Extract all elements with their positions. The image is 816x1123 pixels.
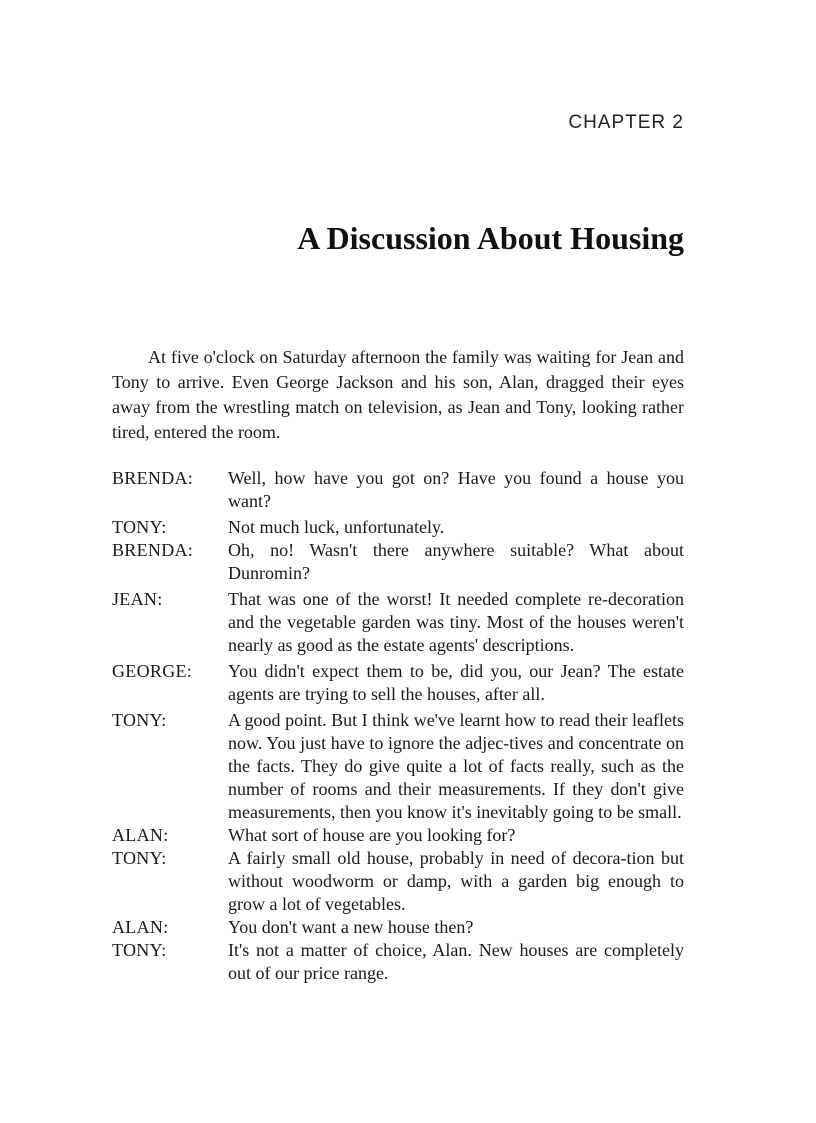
chapter-label: CHAPTER 2 (568, 112, 684, 133)
speech-text: Well, how have you got on? Have you found a house you want? (228, 468, 684, 511)
dialogue-line (112, 660, 684, 706)
speech-text: A fairly small old house, probably in need of decora-tion but without woodworm or damp, with a garden big enough to grow a lot of vegetables. (228, 848, 684, 914)
speech-text: It's not a matter of choice, Alan. New houses are completely out of our price range. (228, 940, 684, 983)
speech-text: A good point. But I think we've learnt how to read their leaflets now. You just have to ignore the adjec-tives and concentrate on the facts. They do give quite a lot of facts really, such as the number of rooms and their measurements. If they don't give measurements, then you know it's inevitably going to be small. (228, 710, 684, 822)
speaker-name: TONY: (112, 710, 167, 730)
dialogue-line (112, 939, 684, 985)
dialogue-line (112, 709, 684, 824)
speaker-name: JEAN: (112, 589, 163, 609)
dialogue-line (112, 539, 684, 585)
speech-text: You don't want a new house then? (228, 917, 474, 937)
speaker-name: ALAN: (112, 917, 169, 937)
speech-text: You didn't expect them to be, did you, our Jean? The estate agents are trying to sell the houses, after all. (228, 661, 684, 704)
dialogue (112, 467, 684, 985)
dialogue-line (112, 847, 684, 916)
chapter-title: A Discussion About Housing (297, 220, 684, 256)
speaker-name: GEORGE: (112, 661, 193, 681)
speaker-name: TONY: (112, 848, 167, 868)
speech-text: Not much luck, unfortunately. (228, 517, 445, 537)
intro-paragraph: At five o'clock on Saturday afternoon the family was waiting for Jean and Tony to arrive. Even George Jackson and his son, Alan, dragged their eyes away from the wrestling match on television, as Jean and Tony, looking rather tired, entered the room. (112, 347, 684, 442)
speaker-name: TONY: (112, 517, 167, 537)
dialogue-line (112, 916, 684, 939)
speech-text: That was one of the worst! It needed complete re-decoration and the vegetable garden was tiny. Most of the houses weren't nearly as good as the estate agents' descriptions. (228, 589, 684, 655)
dialogue-line (112, 588, 684, 657)
speech-text: Oh, no! Wasn't there anywhere suitable? What about Dunromin? (228, 540, 684, 583)
speaker-name: BRENDA: (112, 468, 194, 488)
speaker-name: BRENDA: (112, 540, 194, 560)
dialogue-line (112, 467, 684, 513)
speaker-name: TONY: (112, 940, 167, 960)
speech-text: What sort of house are you looking for? (228, 825, 516, 845)
dialogue-line (112, 824, 684, 847)
speaker-name: ALAN: (112, 825, 169, 845)
dialogue-line (112, 516, 684, 539)
